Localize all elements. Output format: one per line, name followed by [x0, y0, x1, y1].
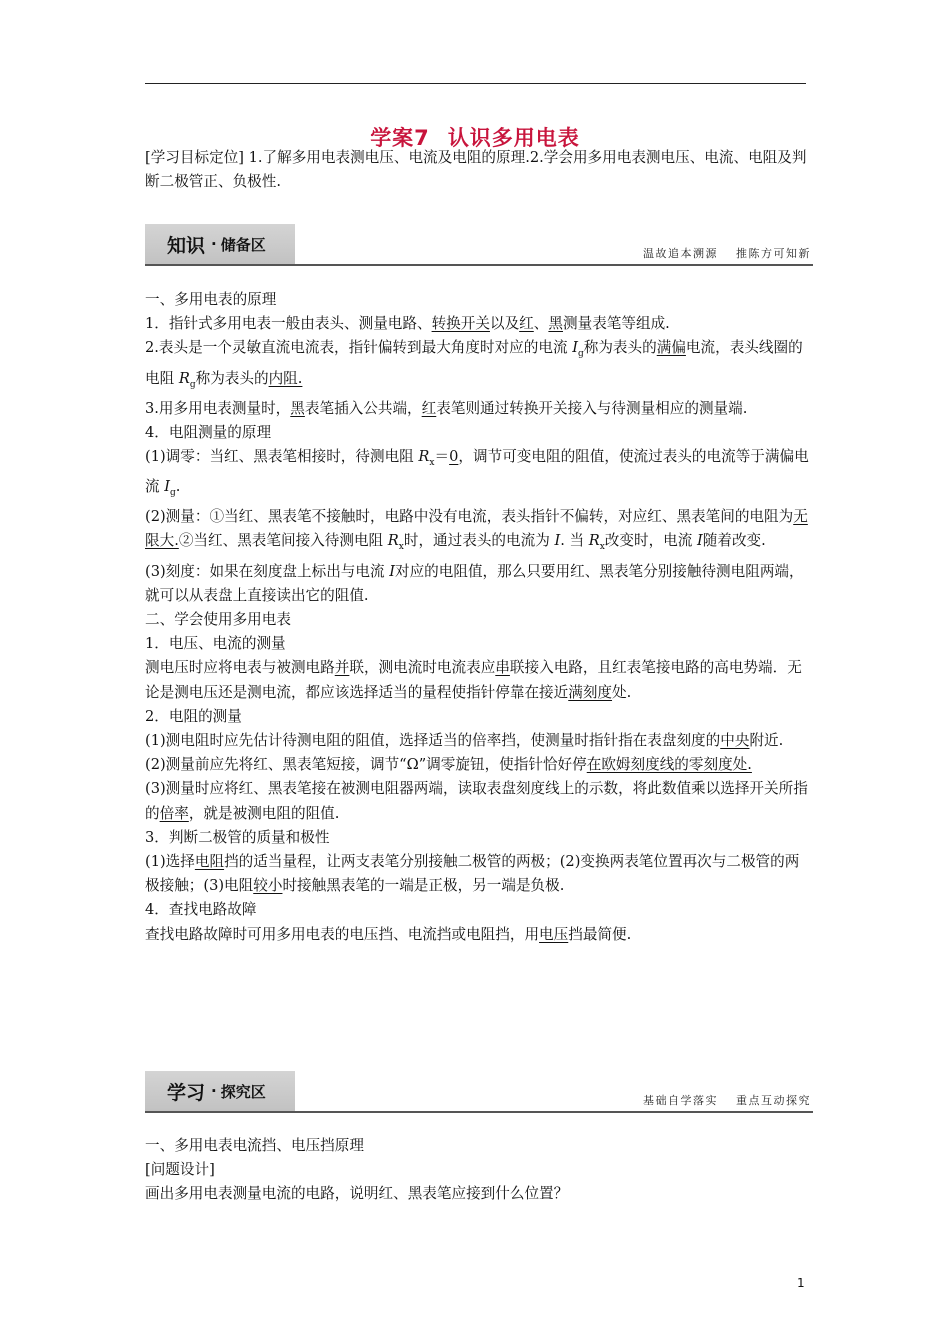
- heading: 一、多用电表的原理: [145, 291, 277, 308]
- learning-objective: [学习目标定位] 1.了解多用电表测电压、电流及电阻的原理.2.学会用多用电表测电压、电流、电阻及判断二极管正、负极性.: [145, 149, 807, 191]
- heading: [问题设计]: [145, 1161, 215, 1179]
- section-tab-study: 学习 · 探究区: [145, 1071, 295, 1111]
- paragraph: (2)测量前应先将红、黑表笔短接，调节“Ω”调零旋钮，使指针恰好停在欧姆刻度线的零刻度处.: [145, 756, 752, 774]
- knowledge-content: [145, 288, 810, 947]
- study-content: [145, 1134, 810, 1207]
- section-tab-knowledge: 知识 · 储备区: [145, 224, 295, 264]
- heading: 二、学会使用多用电表: [145, 610, 291, 628]
- section-bar-study: [145, 1071, 813, 1113]
- paragraph: 2.表头是一个灵敏直流电流表，指针偏转到最大角度时对应的电流 $I_g$称为表头的满偏电流，表头线圈的电阻 $R_g$称为表头的内阻.: [145, 339, 803, 390]
- page-title: 学案7 认识多用电表: [370, 126, 580, 150]
- heading: 一、多用电表电流挡、电压挡原理: [145, 1137, 364, 1154]
- paragraph: 3.用多用电表测量时，黑表笔插入公共端，红表笔则通过转换开关接入与待测量相应的测量端.: [145, 399, 748, 417]
- page-number: 1: [797, 1276, 805, 1290]
- section-slogan: 基础自学落实 重点互动探究: [643, 1094, 811, 1107]
- paragraph: 测电压时应将电表与被测电路并联，测电流时电流表应串联接入电路，且红表笔接电路的高电势端．无论是测电压还是测电流，都应该选择适当的量程使指针停靠在接近满刻度处.: [145, 659, 802, 701]
- heading: 4．查找电路故障: [145, 901, 257, 919]
- paragraph: (3)刻度：如果在刻度盘上标出与电流 I对应的电阻值，那么只要用红、黑表笔分别接触待测电阻两端，就可以从表盘上直接读出它的阻值.: [145, 562, 804, 604]
- section-slogan: 温故追本溯源 推陈方可知新: [643, 247, 811, 260]
- heading: 1．电压、电流的测量: [145, 635, 286, 653]
- paragraph: 画出多用电表测量电流的电路，说明红、黑表笔应接到什么位置？: [145, 1185, 569, 1203]
- paragraph: 1．指针式多用电表一般由表头、测量电路、转换开关以及红、黑测量表笔等组成.: [145, 315, 670, 333]
- paragraph: (1)选择电阻挡的适当量程，让两支表笔分别接触二极管的两极；(2)变换两表笔位置再次与二极管的两极接触；(3)电阻较小时接触黑表笔的一端是正极，另一端是负极.: [145, 853, 800, 895]
- heading: 3．判断二极管的质量和极性: [145, 828, 330, 846]
- paragraph: (3)测量时应将红、黑表笔接在被测电阻器两端，读取表盘刻度线上的示数，将此数值乘以选择开关所指的倍率，就是被测电阻的阻值.: [145, 780, 808, 822]
- paragraph: (1)调零：当红、黑表笔相接时，待测电阻 $R_x=0$，调节可变电阻的阻值，使流过表头的电流等于满偏电流 $I_g$.: [145, 448, 809, 499]
- header-rule: [145, 83, 806, 84]
- paragraph: (1)测电阻时应先估计待测电阻的阻值，选择适当的倍率挡，使测量时指针指在表盘刻度的中央附近.: [145, 731, 784, 749]
- paragraph: 查找电路故障时可用多用电表的电压挡、电流挡或电阻挡，用电压挡最简便.: [145, 925, 632, 943]
- heading: 4．电阻测量的原理: [145, 423, 272, 441]
- section-bar-knowledge: [145, 224, 813, 266]
- heading: 2．电阻的测量: [145, 707, 242, 725]
- paragraph: (2)测量：①当红、黑表笔不接触时，电路中没有电流，表头指针不偏转，对应红、黑表笔间的电阻为无限大.②当红、黑表笔间接入待测电阻 $R_x$时，通过表头的电流为 I. 当 $R_x$改变时，电流 I随着改变.: [145, 508, 808, 553]
